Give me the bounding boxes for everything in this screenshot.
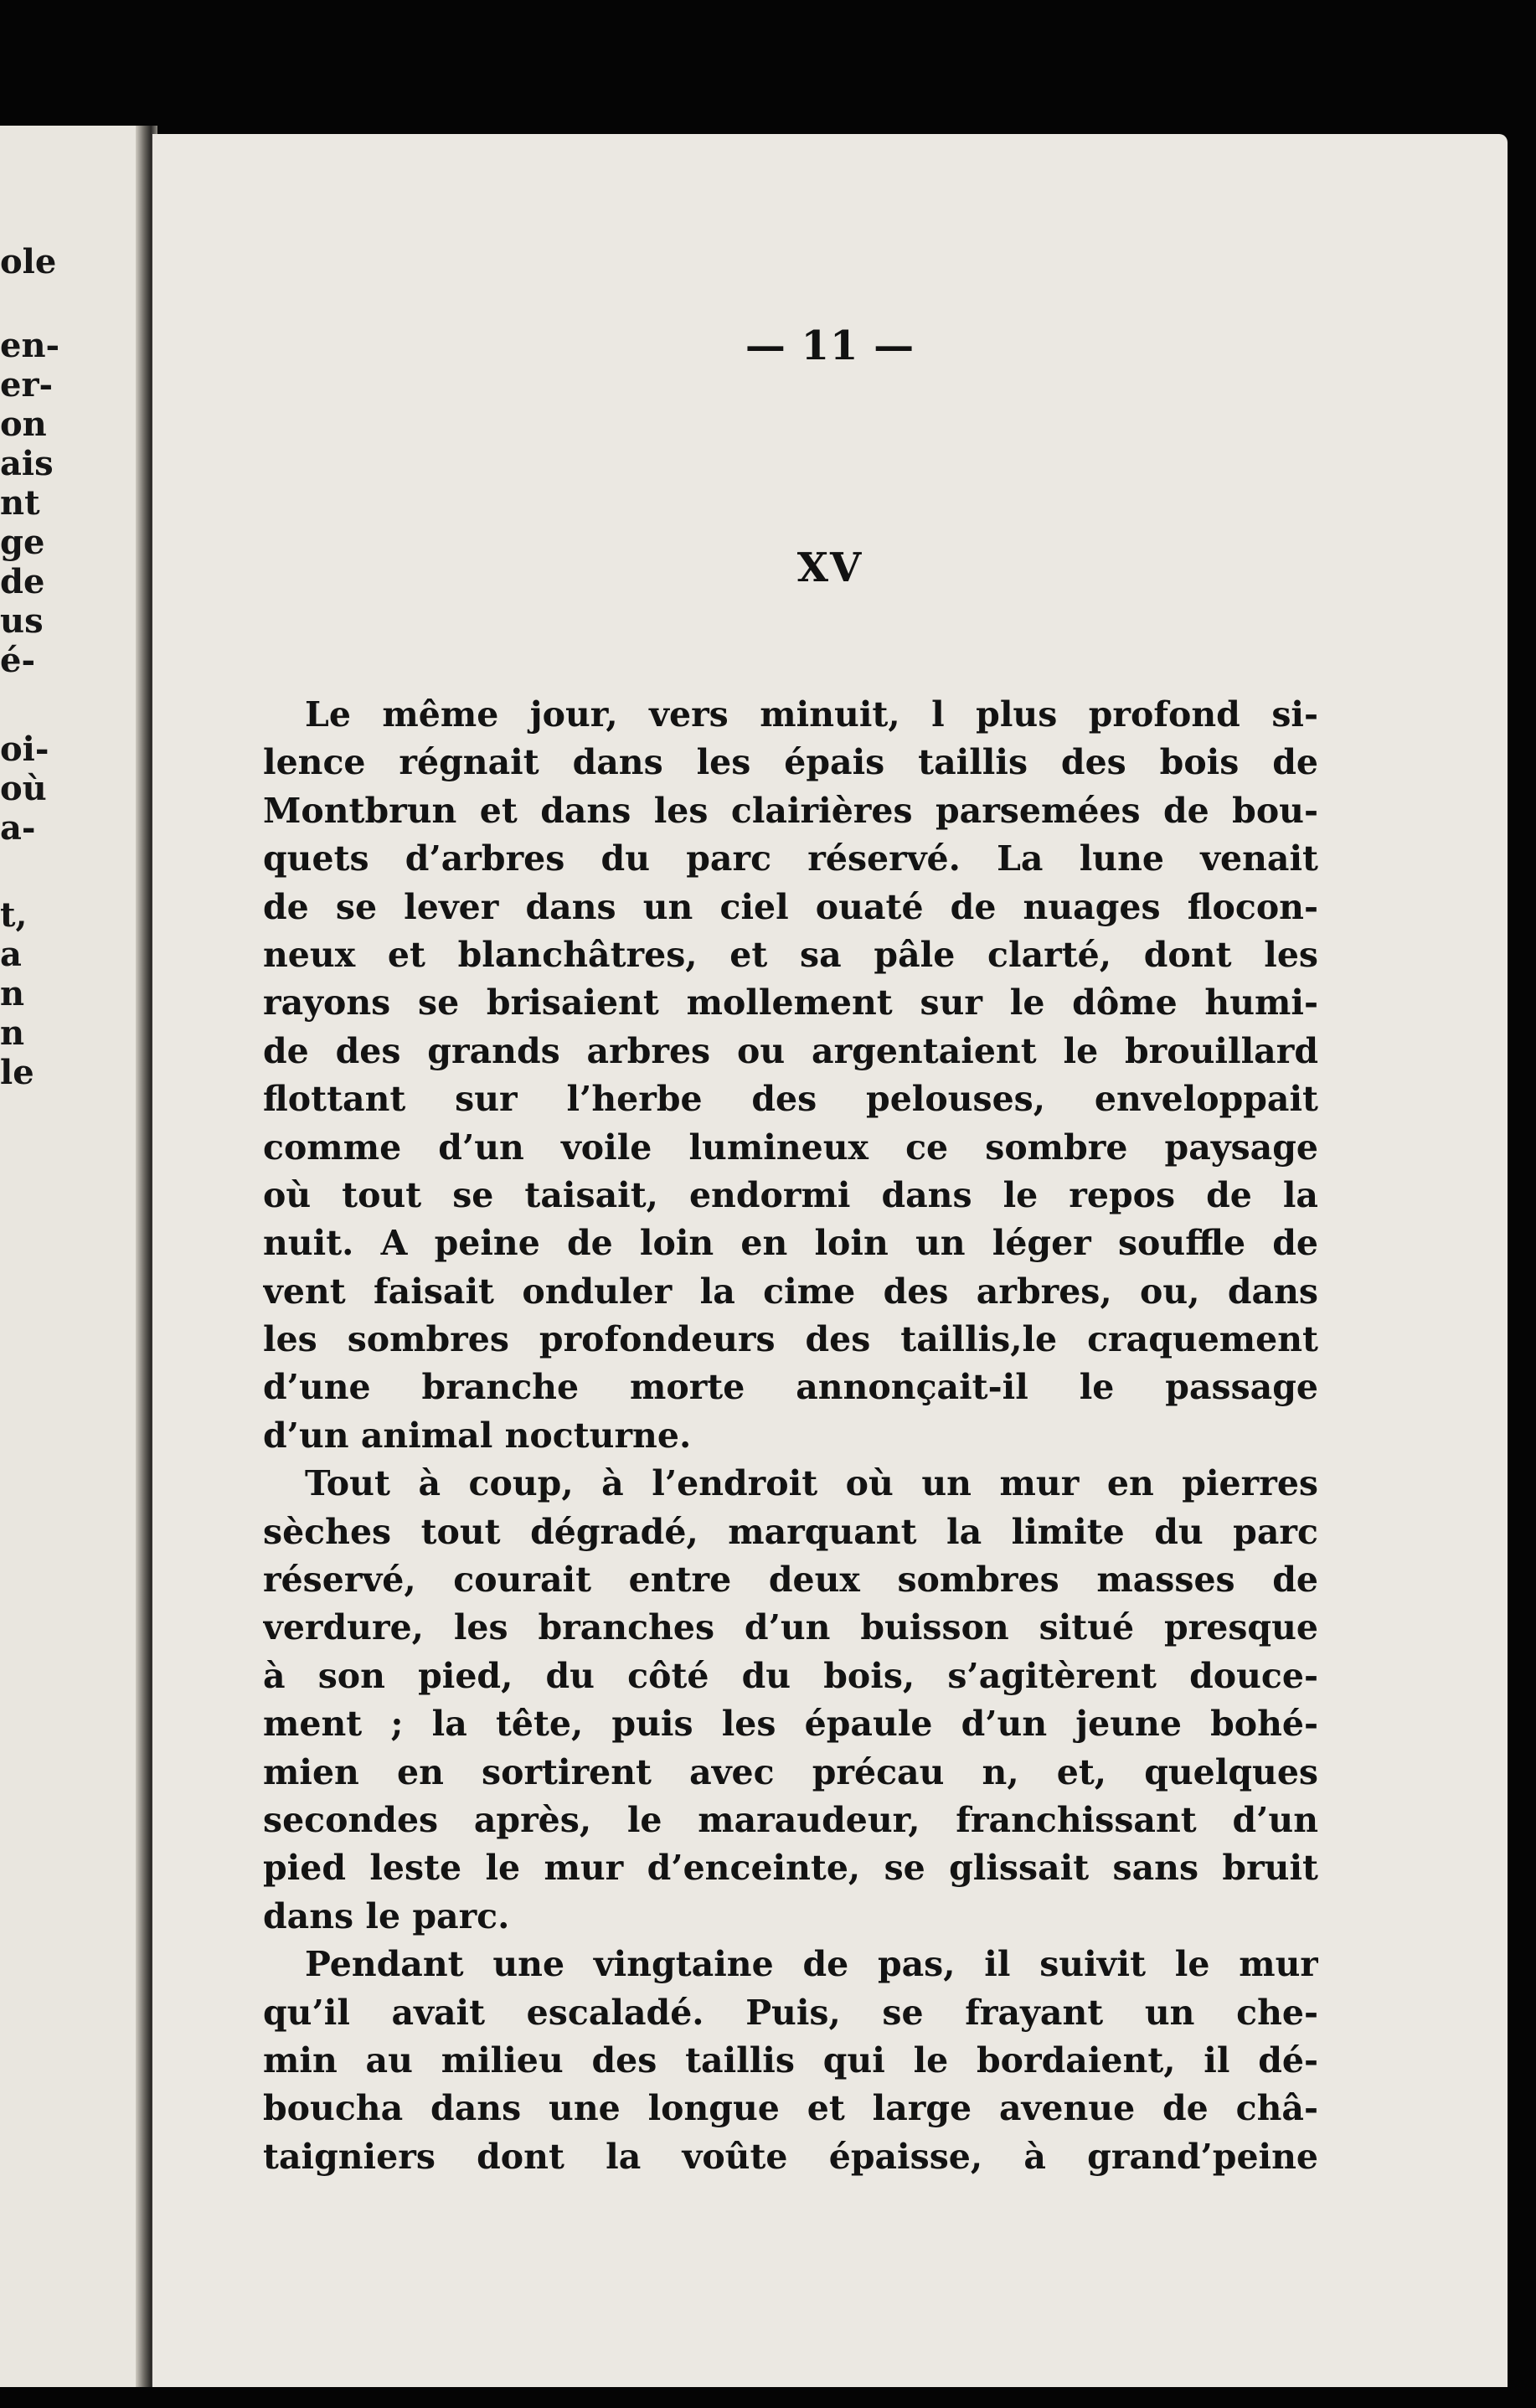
- text-line: dans le parc.: [263, 1895, 510, 1936]
- prev-page-text-fragment: le: [0, 1053, 34, 1092]
- chapter-heading: XV: [796, 544, 863, 591]
- text-line: Montbrun et dans les clairières parsemées de bou-: [263, 790, 1318, 831]
- text-line: d’une branche morte annonçait-il le passage: [263, 1367, 1318, 1408]
- prev-page-text-fragment: oi-: [0, 730, 49, 769]
- text-line: Pendant une vingtaine de pas, il suivit le mur: [305, 1944, 1318, 1985]
- text-line: de des grands arbres ou argentaient le brouillard: [263, 1030, 1318, 1071]
- prev-page-text-fragment: n: [0, 974, 25, 1013]
- text-line: quets d’arbres du parc réservé. La lune venait: [263, 838, 1318, 879]
- text-line: lence régnait dans les épais taillis des bois de: [263, 742, 1318, 783]
- text-line: boucha dans une longue et large avenue de châ-: [263, 2088, 1318, 2129]
- text-line: flottant sur l’herbe des pelouses, enveloppait: [263, 1079, 1318, 1120]
- book-page: [152, 134, 1508, 2387]
- prev-page-text-fragment: a: [0, 935, 22, 974]
- prev-page-text-fragment: é-: [0, 641, 36, 680]
- prev-page-text-fragment: t,: [0, 895, 28, 935]
- text-line: secondes après, le maraudeur, franchissant d’un: [263, 1799, 1318, 1840]
- text-line: verdure, les branches d’un buisson situé presque: [263, 1607, 1318, 1648]
- previous-page-fragment: [0, 126, 144, 2387]
- text-line: ment ; la tête, puis les épaule d’un jeune bohé-: [263, 1704, 1318, 1745]
- text-line: sèches tout dégradé, marquant la limite du parc: [263, 1511, 1318, 1552]
- text-line: qu’il avait escaladé. Puis, se frayant un che-: [263, 1992, 1318, 2033]
- text-line: Tout à coup, à l’endroit où un mur en pierres: [305, 1463, 1318, 1504]
- text-line: neux et blanchâtres, et sa pâle clarté, dont les: [263, 934, 1318, 975]
- text-line: nuit. A peine de loin en loin un léger souffle de: [263, 1223, 1318, 1264]
- prev-page-text-fragment: où: [0, 769, 47, 808]
- text-line: rayons se brisaient mollement sur le dôme humi-: [263, 982, 1318, 1024]
- prev-page-text-fragment: ge: [0, 523, 45, 562]
- prev-page-text-fragment: a-: [0, 808, 36, 848]
- text-line: Le même jour, vers minuit, l plus profond si-: [305, 694, 1318, 735]
- text-line: comme d’un voile lumineux ce sombre paysage: [263, 1127, 1318, 1168]
- text-line: à son pied, du côté du bois, s’agitèrent douce-: [263, 1655, 1318, 1696]
- prev-page-text-fragment: en-: [0, 326, 60, 365]
- text-line: taigniers dont la voûte épaisse, à grand’peine: [263, 2136, 1318, 2177]
- text-line: où tout se taisait, endormi dans le repos de la: [263, 1174, 1318, 1215]
- text-line: réservé, courait entre deux sombres masses de: [263, 1560, 1318, 1601]
- prev-page-text-fragment: ole: [0, 242, 57, 281]
- text-line: de se lever dans un ciel ouaté de nuages flocon-: [263, 886, 1318, 927]
- prev-page-text-fragment: er-: [0, 365, 54, 405]
- prev-page-text-fragment: us: [0, 601, 44, 641]
- text-line: les sombres profondeurs des taillis,le craquement: [263, 1319, 1318, 1360]
- text-line: vent faisait onduler la cime des arbres, ou, dans: [263, 1271, 1318, 1312]
- text-line: pied leste le mur d’enceinte, se glissait sans bruit: [263, 1848, 1318, 1889]
- prev-page-text-fragment: nt: [0, 483, 40, 523]
- prev-page-text-fragment: on: [0, 405, 47, 444]
- text-line: mien en sortirent avec précau n, et, quelques: [263, 1751, 1318, 1792]
- body-text: [263, 691, 1318, 2181]
- page-number: — 11 —: [745, 322, 915, 369]
- text-line: d’un animal nocturne.: [263, 1415, 692, 1456]
- prev-page-text-fragment: n: [0, 1013, 25, 1053]
- prev-page-text-fragment: ais: [0, 444, 54, 483]
- prev-page-text-fragment: de: [0, 562, 45, 601]
- text-line: min au milieu des taillis qui le bordaient, il dé-: [263, 2039, 1318, 2081]
